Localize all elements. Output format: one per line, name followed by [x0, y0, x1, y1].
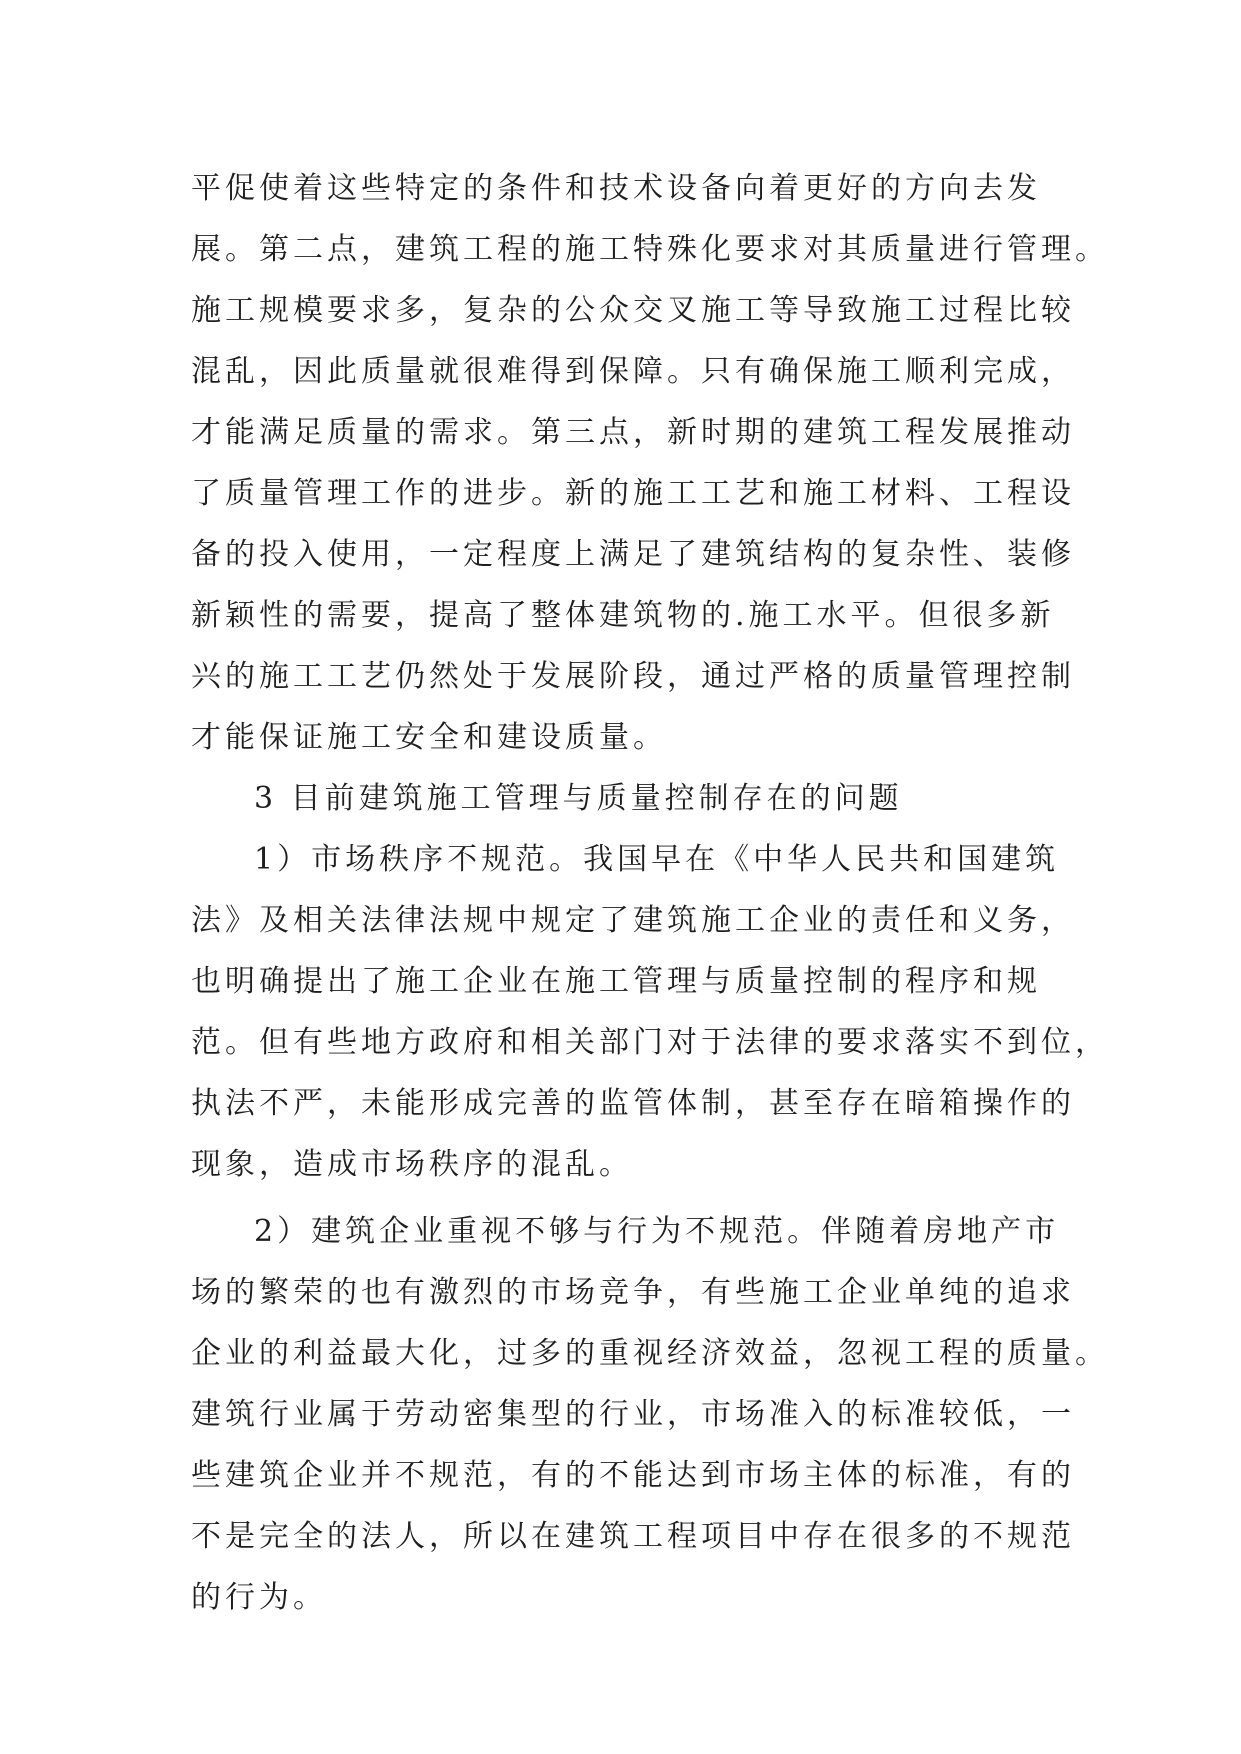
text-line: 才能满足质量的需求。第三点，新时期的建筑工程发展推动 [191, 415, 1075, 450]
paragraph-first-line: 1）市场秩序不规范。我国早在《中华人民共和国建筑 [254, 842, 1060, 877]
text-line: 不是完全的法人，所以在建筑工程项目中存在很多的不规范 [191, 1519, 1075, 1554]
text-line: 备的投入使用，一定程度上满足了建筑结构的复杂性、装修 [191, 537, 1075, 572]
text-line: 法》及相关法律法规中规定了建筑施工企业的责任和义务， [191, 903, 1075, 938]
text-line: 也明确提出了施工企业在施工管理与质量控制的程序和规 [191, 964, 1041, 999]
text-line: 混乱，因此质量就很难得到保障。只有确保施工顺利完成， [191, 354, 1075, 389]
text-line: 兴的施工工艺仍然处于发展阶段，通过严格的质量管理控制 [191, 659, 1075, 694]
text-line: 企业的利益最大化，过多的重视经济效益，忽视工程的质量。 [191, 1336, 1109, 1371]
text-line: 了质量管理工作的进步。新的施工工艺和施工材料、工程设 [191, 476, 1075, 511]
text-line: 范。但有些地方政府和相关部门对于法律的要求落实不到位， [191, 1025, 1109, 1060]
section-heading: 3 目前建筑施工管理与质量控制存在的问题 [254, 781, 903, 816]
paragraph-first-line: 2）建筑企业重视不够与行为不规范。伴随着房地产市 [254, 1214, 1060, 1249]
text-line: 的行为。 [191, 1580, 327, 1615]
text-line: 场的繁荣的也有激烈的市场竞争，有些施工企业单纯的追求 [191, 1275, 1075, 1310]
text-line: 才能保证施工安全和建设质量。 [191, 720, 667, 755]
text-line: 展。第二点，建筑工程的施工特殊化要求对其质量进行管理。 [191, 232, 1109, 267]
text-line: 平促使着这些特定的条件和技术设备向着更好的方向去发 [191, 171, 1041, 206]
text-line: 建筑行业属于劳动密集型的行业，市场准入的标准较低，一 [191, 1397, 1075, 1432]
text-line: 现象，造成市场秩序的混乱。 [191, 1147, 633, 1182]
text-line: 施工规模要求多，复杂的公众交叉施工等导致施工过程比较 [191, 293, 1075, 328]
text-line: 些建筑企业并不规范，有的不能达到市场主体的标准，有的 [191, 1458, 1075, 1493]
document-body [191, 158, 1109, 1628]
text-line: 执法不严，未能形成完善的监管体制，甚至存在暗箱操作的 [191, 1086, 1075, 1121]
text-line: 新颖性的需要，提高了整体建筑物的.施工水平。但很多新 [191, 598, 1055, 633]
